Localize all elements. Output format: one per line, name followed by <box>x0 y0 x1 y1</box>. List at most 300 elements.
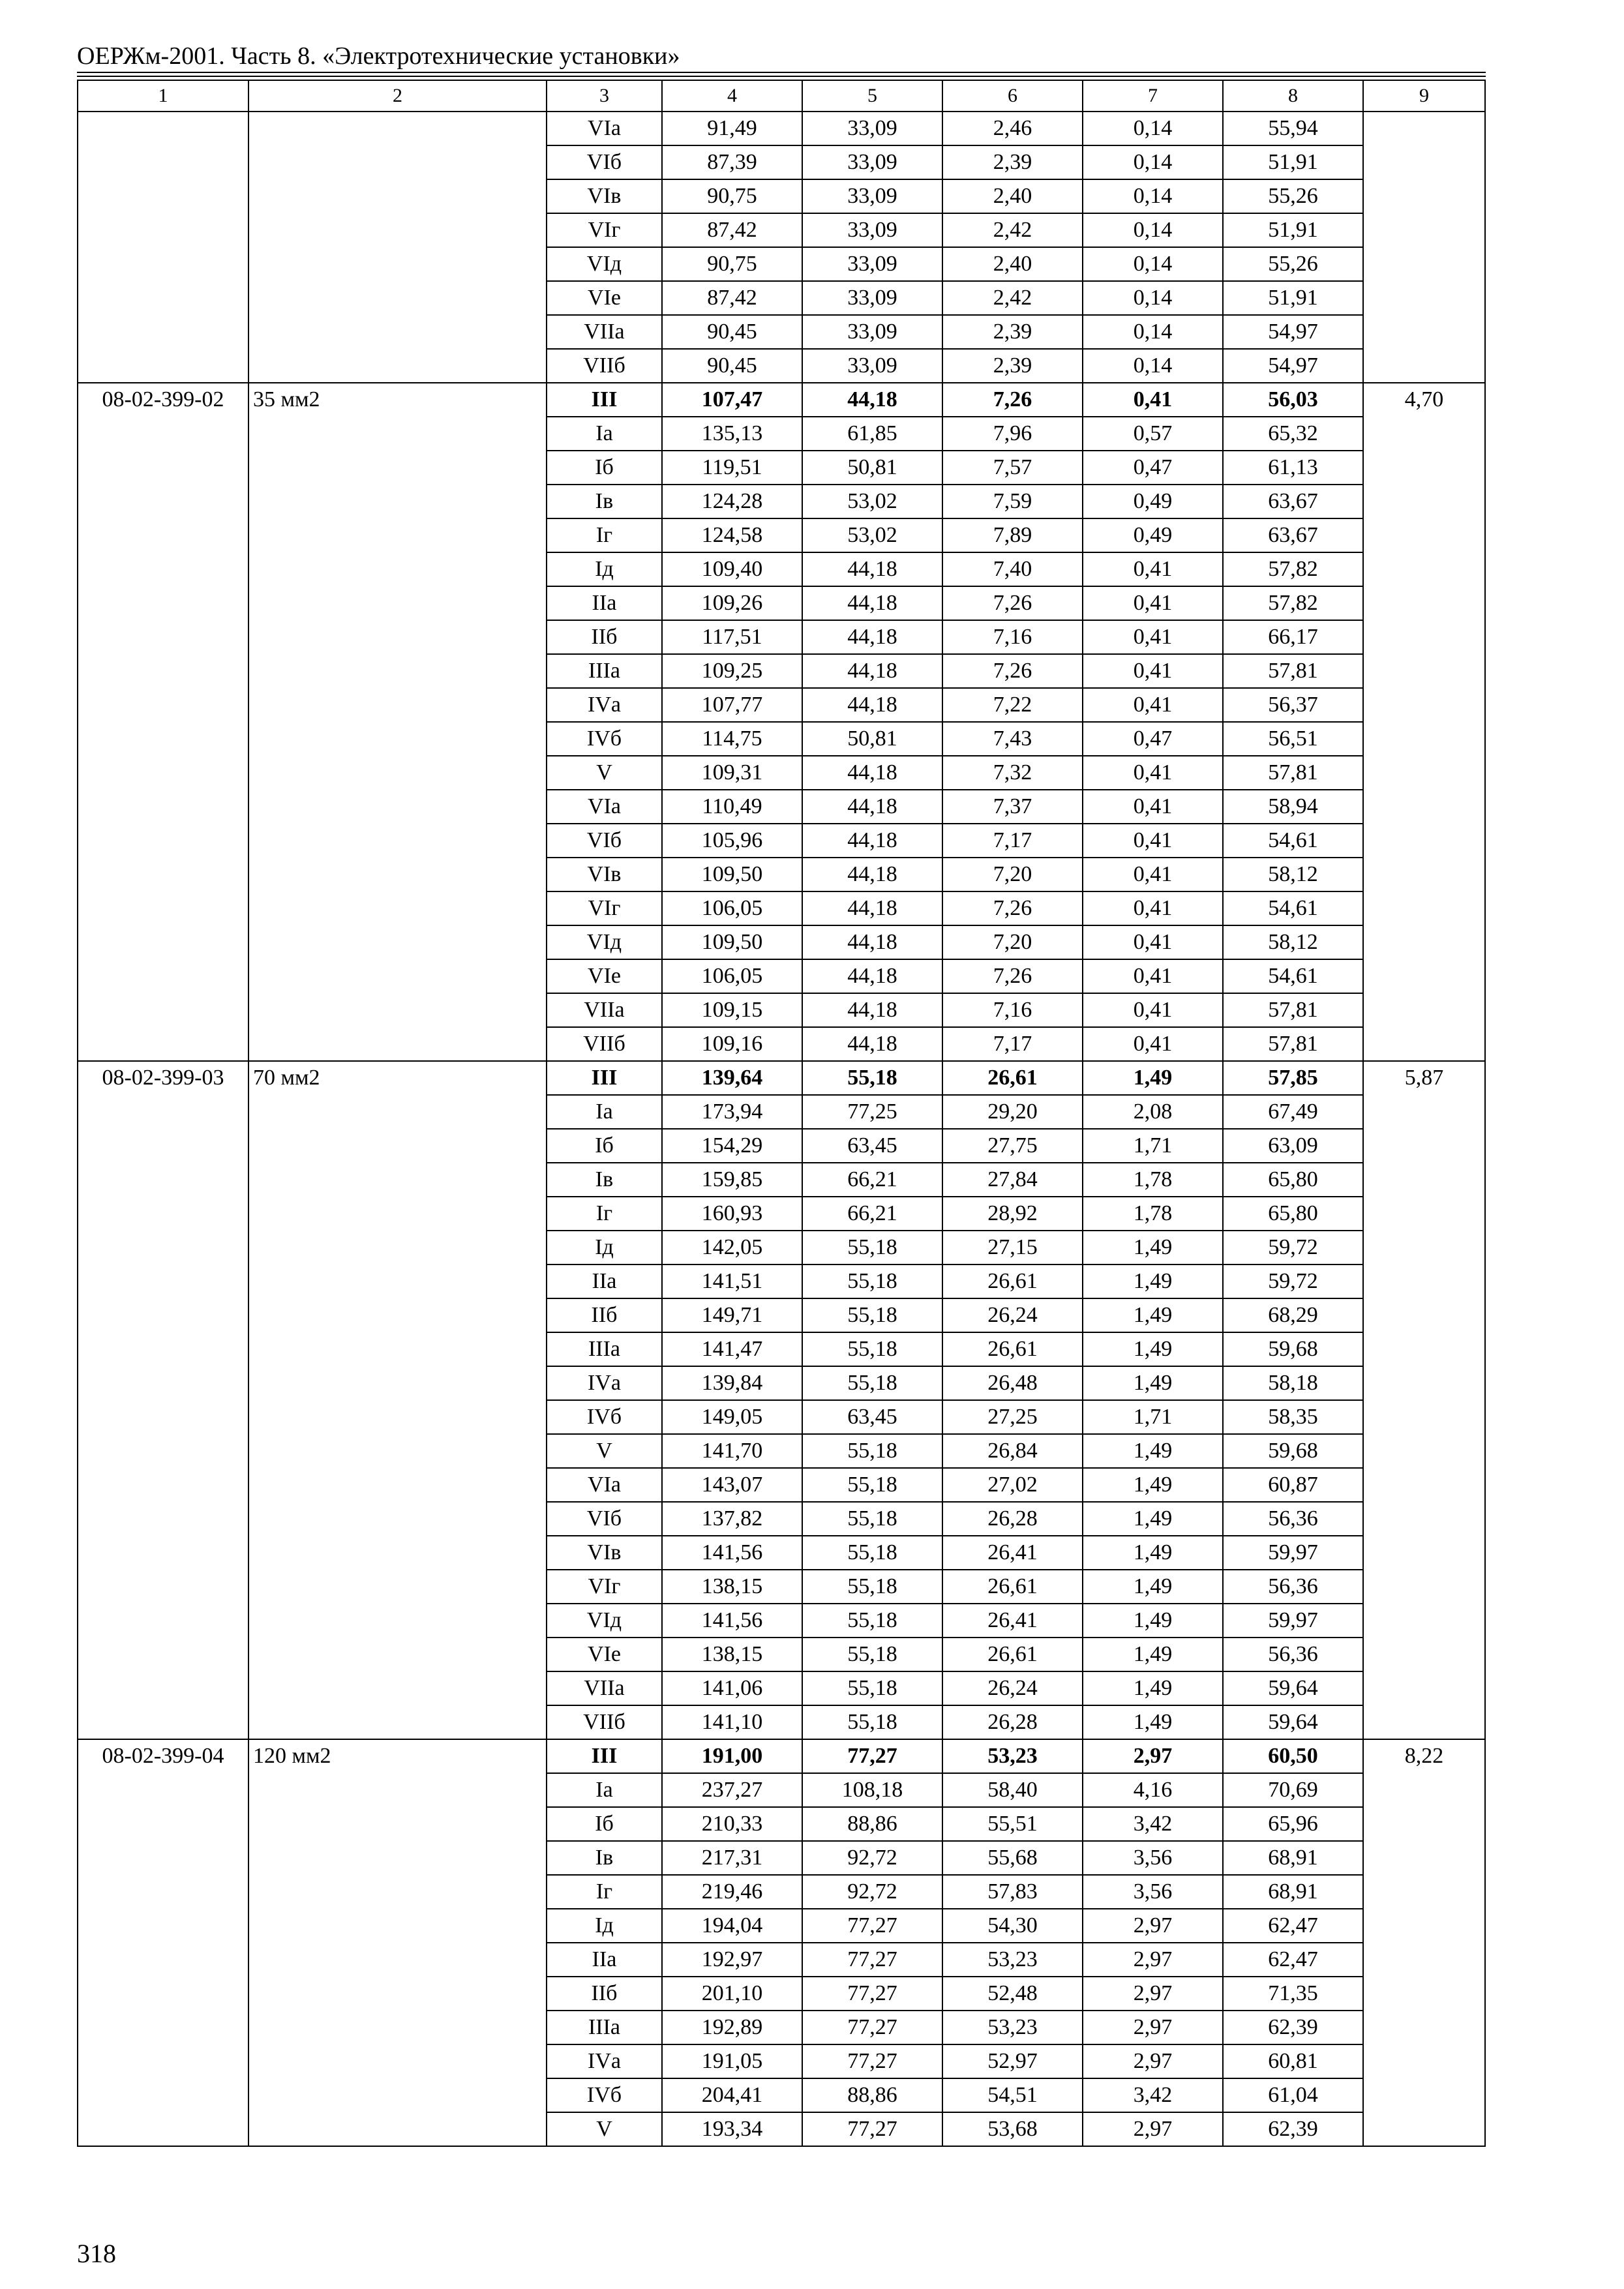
zone-cell: Iд <box>547 1909 662 1943</box>
header-rule-bottom <box>77 76 1486 77</box>
zone-cell: V <box>547 1434 662 1468</box>
value-cell-c4: 107,77 <box>662 688 802 722</box>
value-cell-c6: 2,39 <box>942 145 1083 179</box>
value-cell-c7: 2,97 <box>1083 2112 1223 2146</box>
value-cell-c5: 44,18 <box>802 654 942 688</box>
table-row <box>78 1061 1485 1095</box>
value-cell-c5: 88,86 <box>802 2078 942 2112</box>
value-cell-c8: 63,67 <box>1223 485 1363 518</box>
value-cell-c8: 57,81 <box>1223 756 1363 790</box>
value-cell-c6: 28,92 <box>942 1197 1083 1231</box>
value-cell-c4: 87,42 <box>662 213 802 247</box>
value-cell-c7: 3,56 <box>1083 1875 1223 1909</box>
zone-cell: VIд <box>547 925 662 959</box>
value-cell-c4: 210,33 <box>662 1807 802 1841</box>
value-cell-c6: 53,68 <box>942 2112 1083 2146</box>
value-cell-c4: 191,05 <box>662 2044 802 2078</box>
value-cell-c4: 191,00 <box>662 1739 802 1773</box>
value-cell-c4: 117,51 <box>662 620 802 654</box>
value-cell-c5: 55,18 <box>802 1468 942 1502</box>
value-cell-c7: 0,41 <box>1083 688 1223 722</box>
zone-cell: IIIа <box>547 2011 662 2044</box>
value-cell-c5: 53,02 <box>802 518 942 552</box>
value-cell-c6: 26,61 <box>942 1570 1083 1604</box>
value-cell-c5: 44,18 <box>802 552 942 586</box>
value-cell-c8: 56,51 <box>1223 722 1363 756</box>
zone-cell: IVа <box>547 688 662 722</box>
table-row <box>78 1739 1485 1773</box>
value-cell-c7: 3,42 <box>1083 2078 1223 2112</box>
value-cell-c7: 0,14 <box>1083 247 1223 281</box>
value-cell-c4: 201,10 <box>662 1977 802 2011</box>
value-cell-c6: 7,26 <box>942 383 1083 417</box>
zone-cell: VIIб <box>547 1027 662 1061</box>
value-cell-c4: 141,70 <box>662 1434 802 1468</box>
value-cell-c5: 77,27 <box>802 1739 942 1773</box>
value-cell-c6: 26,61 <box>942 1332 1083 1366</box>
value-cell-c7: 1,78 <box>1083 1163 1223 1197</box>
value-cell-c8: 61,13 <box>1223 451 1363 485</box>
zone-cell: VIе <box>547 1638 662 1671</box>
value-cell-c6: 7,26 <box>942 586 1083 620</box>
value-cell-c7: 1,78 <box>1083 1197 1223 1231</box>
value-cell-c8: 58,18 <box>1223 1366 1363 1400</box>
value-cell-c5: 92,72 <box>802 1875 942 1909</box>
zone-cell: VIа <box>547 112 662 145</box>
value-cell-c4: 138,15 <box>662 1638 802 1671</box>
value-cell-c8: 65,96 <box>1223 1807 1363 1841</box>
value-cell-c8: 55,26 <box>1223 179 1363 213</box>
value-cell-c6: 7,16 <box>942 993 1083 1027</box>
zone-cell: VIг <box>547 213 662 247</box>
value-cell-c5: 33,09 <box>802 315 942 349</box>
zone-cell: III <box>547 1739 662 1773</box>
value-cell-c5: 44,18 <box>802 993 942 1027</box>
value-cell-c5: 88,86 <box>802 1807 942 1841</box>
value-cell-c4: 141,06 <box>662 1671 802 1705</box>
value-cell-c6: 29,20 <box>942 1095 1083 1129</box>
value-cell-c6: 7,32 <box>942 756 1083 790</box>
value-cell-c8: 54,97 <box>1223 349 1363 383</box>
value-cell-c5: 33,09 <box>802 349 942 383</box>
value-cell-c8: 54,61 <box>1223 959 1363 993</box>
value-cell-c8: 65,80 <box>1223 1197 1363 1231</box>
value-cell-c4: 107,47 <box>662 383 802 417</box>
value-cell-c8: 54,97 <box>1223 315 1363 349</box>
extra-value-cell <box>1363 112 1485 383</box>
value-cell-c5: 77,27 <box>802 1977 942 2011</box>
value-cell-c6: 57,83 <box>942 1875 1083 1909</box>
value-cell-c4: 160,93 <box>662 1197 802 1231</box>
zone-cell: Iв <box>547 1163 662 1197</box>
value-cell-c7: 2,97 <box>1083 1739 1223 1773</box>
value-cell-c6: 2,42 <box>942 281 1083 315</box>
value-cell-c4: 237,27 <box>662 1773 802 1807</box>
rates-table-container <box>77 80 1486 2147</box>
value-cell-c8: 63,67 <box>1223 518 1363 552</box>
zone-cell: VIIб <box>547 349 662 383</box>
value-cell-c5: 77,27 <box>802 2112 942 2146</box>
value-cell-c6: 7,40 <box>942 552 1083 586</box>
value-cell-c8: 56,03 <box>1223 383 1363 417</box>
column-number: 9 <box>1363 80 1485 112</box>
value-cell-c7: 0,41 <box>1083 552 1223 586</box>
zone-cell: III <box>547 383 662 417</box>
value-cell-c4: 109,15 <box>662 993 802 1027</box>
value-cell-c7: 0,41 <box>1083 858 1223 891</box>
value-cell-c7: 1,49 <box>1083 1332 1223 1366</box>
value-cell-c7: 0,47 <box>1083 451 1223 485</box>
rate-name-cell: 70 мм2 <box>248 1061 547 1739</box>
zone-cell: VIв <box>547 858 662 891</box>
value-cell-c7: 2,97 <box>1083 2044 1223 2078</box>
value-cell-c6: 7,22 <box>942 688 1083 722</box>
value-cell-c8: 59,72 <box>1223 1264 1363 1298</box>
value-cell-c8: 59,68 <box>1223 1434 1363 1468</box>
value-cell-c6: 27,84 <box>942 1163 1083 1197</box>
value-cell-c8: 57,82 <box>1223 552 1363 586</box>
value-cell-c6: 7,26 <box>942 891 1083 925</box>
value-cell-c7: 0,49 <box>1083 485 1223 518</box>
value-cell-c5: 33,09 <box>802 145 942 179</box>
zone-cell: Iг <box>547 1875 662 1909</box>
value-cell-c5: 33,09 <box>802 281 942 315</box>
zone-cell: VIб <box>547 1502 662 1536</box>
value-cell-c8: 65,32 <box>1223 417 1363 451</box>
zone-cell: IIIа <box>547 1332 662 1366</box>
value-cell-c7: 1,71 <box>1083 1129 1223 1163</box>
value-cell-c7: 0,41 <box>1083 1027 1223 1061</box>
zone-cell: VIа <box>547 790 662 824</box>
value-cell-c5: 55,18 <box>802 1638 942 1671</box>
value-cell-c4: 149,71 <box>662 1298 802 1332</box>
value-cell-c8: 57,82 <box>1223 586 1363 620</box>
zone-cell: Iд <box>547 552 662 586</box>
zone-cell: Iб <box>547 451 662 485</box>
value-cell-c7: 3,56 <box>1083 1841 1223 1875</box>
value-cell-c7: 0,14 <box>1083 145 1223 179</box>
value-cell-c8: 60,87 <box>1223 1468 1363 1502</box>
value-cell-c4: 109,31 <box>662 756 802 790</box>
zone-cell: VIд <box>547 247 662 281</box>
value-cell-c7: 0,41 <box>1083 620 1223 654</box>
value-cell-c6: 2,46 <box>942 112 1083 145</box>
column-number: 3 <box>547 80 662 112</box>
column-number-row <box>78 80 1485 112</box>
value-cell-c7: 2,08 <box>1083 1095 1223 1129</box>
value-cell-c5: 55,18 <box>802 1061 942 1095</box>
value-cell-c6: 7,16 <box>942 620 1083 654</box>
value-cell-c5: 55,18 <box>802 1705 942 1739</box>
value-cell-c4: 87,39 <box>662 145 802 179</box>
value-cell-c5: 44,18 <box>802 620 942 654</box>
value-cell-c5: 61,85 <box>802 417 942 451</box>
value-cell-c4: 109,50 <box>662 925 802 959</box>
value-cell-c4: 141,51 <box>662 1264 802 1298</box>
value-cell-c7: 0,14 <box>1083 112 1223 145</box>
zone-cell: IVб <box>547 722 662 756</box>
value-cell-c4: 217,31 <box>662 1841 802 1875</box>
value-cell-c7: 0,41 <box>1083 925 1223 959</box>
column-number: 2 <box>248 80 547 112</box>
value-cell-c6: 2,40 <box>942 247 1083 281</box>
value-cell-c7: 0,41 <box>1083 756 1223 790</box>
value-cell-c4: 106,05 <box>662 959 802 993</box>
value-cell-c6: 7,20 <box>942 858 1083 891</box>
value-cell-c6: 7,17 <box>942 824 1083 858</box>
column-number: 5 <box>802 80 942 112</box>
zone-cell: VIв <box>547 179 662 213</box>
value-cell-c4: 139,84 <box>662 1366 802 1400</box>
value-cell-c8: 60,81 <box>1223 2044 1363 2078</box>
rate-name-cell: 120 мм2 <box>248 1739 547 2146</box>
zone-cell: IIа <box>547 1264 662 1298</box>
value-cell-c8: 57,81 <box>1223 993 1363 1027</box>
value-cell-c7: 1,49 <box>1083 1570 1223 1604</box>
value-cell-c7: 1,49 <box>1083 1502 1223 1536</box>
value-cell-c4: 141,10 <box>662 1705 802 1739</box>
value-cell-c4: 141,56 <box>662 1536 802 1570</box>
value-cell-c7: 2,97 <box>1083 2011 1223 2044</box>
value-cell-c8: 55,26 <box>1223 247 1363 281</box>
value-cell-c6: 2,39 <box>942 315 1083 349</box>
value-cell-c5: 44,18 <box>802 1027 942 1061</box>
zone-cell: Iа <box>547 1773 662 1807</box>
value-cell-c8: 51,91 <box>1223 213 1363 247</box>
value-cell-c7: 2,97 <box>1083 1977 1223 2011</box>
value-cell-c6: 26,28 <box>942 1705 1083 1739</box>
value-cell-c4: 109,50 <box>662 858 802 891</box>
value-cell-c5: 50,81 <box>802 451 942 485</box>
value-cell-c8: 59,97 <box>1223 1604 1363 1638</box>
header-rule-top <box>77 72 1486 73</box>
rate-code-cell: 08-02-399-03 <box>78 1061 248 1739</box>
value-cell-c7: 1,49 <box>1083 1061 1223 1095</box>
value-cell-c5: 44,18 <box>802 383 942 417</box>
value-cell-c8: 57,81 <box>1223 1027 1363 1061</box>
value-cell-c4: 90,45 <box>662 349 802 383</box>
rate-code-cell <box>78 112 248 383</box>
value-cell-c7: 0,41 <box>1083 993 1223 1027</box>
value-cell-c4: 192,97 <box>662 1943 802 1977</box>
value-cell-c7: 0,41 <box>1083 959 1223 993</box>
value-cell-c5: 44,18 <box>802 790 942 824</box>
value-cell-c4: 90,45 <box>662 315 802 349</box>
value-cell-c5: 55,18 <box>802 1231 942 1264</box>
value-cell-c5: 108,18 <box>802 1773 942 1807</box>
value-cell-c6: 54,51 <box>942 2078 1083 2112</box>
zone-cell: IVа <box>547 2044 662 2078</box>
value-cell-c4: 139,64 <box>662 1061 802 1095</box>
value-cell-c8: 59,64 <box>1223 1705 1363 1739</box>
value-cell-c5: 50,81 <box>802 722 942 756</box>
value-cell-c5: 53,02 <box>802 485 942 518</box>
value-cell-c4: 192,89 <box>662 2011 802 2044</box>
extra-value-cell: 4,70 <box>1363 383 1485 1061</box>
value-cell-c6: 26,84 <box>942 1434 1083 1468</box>
value-cell-c7: 0,41 <box>1083 383 1223 417</box>
value-cell-c6: 2,40 <box>942 179 1083 213</box>
value-cell-c7: 1,49 <box>1083 1298 1223 1332</box>
value-cell-c8: 59,97 <box>1223 1536 1363 1570</box>
value-cell-c8: 59,64 <box>1223 1671 1363 1705</box>
table-row <box>78 383 1485 417</box>
value-cell-c5: 77,27 <box>802 1909 942 1943</box>
value-cell-c4: 106,05 <box>662 891 802 925</box>
zone-cell: III <box>547 1061 662 1095</box>
zone-cell: VIа <box>547 1468 662 1502</box>
value-cell-c5: 44,18 <box>802 858 942 891</box>
zone-cell: VIб <box>547 145 662 179</box>
value-cell-c6: 27,75 <box>942 1129 1083 1163</box>
table-row <box>78 112 1485 145</box>
value-cell-c8: 62,39 <box>1223 2011 1363 2044</box>
value-cell-c4: 109,40 <box>662 552 802 586</box>
value-cell-c4: 143,07 <box>662 1468 802 1502</box>
value-cell-c6: 26,41 <box>942 1536 1083 1570</box>
value-cell-c4: 149,05 <box>662 1400 802 1434</box>
value-cell-c5: 92,72 <box>802 1841 942 1875</box>
value-cell-c7: 0,41 <box>1083 891 1223 925</box>
value-cell-c6: 26,24 <box>942 1298 1083 1332</box>
value-cell-c6: 2,39 <box>942 349 1083 383</box>
value-cell-c8: 59,72 <box>1223 1231 1363 1264</box>
value-cell-c7: 1,49 <box>1083 1264 1223 1298</box>
zone-cell: VIв <box>547 1536 662 1570</box>
value-cell-c7: 2,97 <box>1083 1909 1223 1943</box>
value-cell-c4: 90,75 <box>662 179 802 213</box>
zone-cell: Iд <box>547 1231 662 1264</box>
value-cell-c8: 65,80 <box>1223 1163 1363 1197</box>
value-cell-c7: 1,49 <box>1083 1604 1223 1638</box>
value-cell-c6: 7,37 <box>942 790 1083 824</box>
zone-cell: VIб <box>547 824 662 858</box>
value-cell-c7: 1,49 <box>1083 1366 1223 1400</box>
value-cell-c7: 1,49 <box>1083 1536 1223 1570</box>
zone-cell: VIд <box>547 1604 662 1638</box>
value-cell-c5: 44,18 <box>802 756 942 790</box>
zone-cell: IVб <box>547 1400 662 1434</box>
value-cell-c5: 55,18 <box>802 1298 942 1332</box>
value-cell-c6: 7,57 <box>942 451 1083 485</box>
value-cell-c5: 55,18 <box>802 1536 942 1570</box>
value-cell-c5: 63,45 <box>802 1400 942 1434</box>
value-cell-c4: 90,75 <box>662 247 802 281</box>
value-cell-c8: 56,36 <box>1223 1570 1363 1604</box>
value-cell-c7: 1,49 <box>1083 1434 1223 1468</box>
value-cell-c7: 0,41 <box>1083 824 1223 858</box>
value-cell-c7: 1,49 <box>1083 1671 1223 1705</box>
document-header: ОЕРЖм-2001. Часть 8. «Электротехнические установки» <box>77 42 680 70</box>
zone-cell: Iа <box>547 1095 662 1129</box>
zone-cell: IIа <box>547 1943 662 1977</box>
value-cell-c7: 0,57 <box>1083 417 1223 451</box>
value-cell-c8: 56,36 <box>1223 1502 1363 1536</box>
value-cell-c4: 219,46 <box>662 1875 802 1909</box>
zone-cell: VIIб <box>547 1705 662 1739</box>
value-cell-c6: 26,61 <box>942 1061 1083 1095</box>
value-cell-c8: 63,09 <box>1223 1129 1363 1163</box>
value-cell-c8: 68,91 <box>1223 1841 1363 1875</box>
column-number: 7 <box>1083 80 1223 112</box>
value-cell-c5: 77,27 <box>802 2011 942 2044</box>
value-cell-c8: 51,91 <box>1223 145 1363 179</box>
value-cell-c4: 110,49 <box>662 790 802 824</box>
column-number: 1 <box>78 80 248 112</box>
rates-table <box>77 80 1486 2147</box>
value-cell-c7: 1,49 <box>1083 1638 1223 1671</box>
value-cell-c5: 44,18 <box>802 688 942 722</box>
extra-value-cell: 5,87 <box>1363 1061 1485 1739</box>
zone-cell: IIб <box>547 1977 662 2011</box>
value-cell-c5: 33,09 <box>802 213 942 247</box>
zone-cell: VIг <box>547 891 662 925</box>
value-cell-c4: 91,49 <box>662 112 802 145</box>
value-cell-c4: 194,04 <box>662 1909 802 1943</box>
value-cell-c7: 0,41 <box>1083 790 1223 824</box>
value-cell-c4: 173,94 <box>662 1095 802 1129</box>
value-cell-c7: 0,14 <box>1083 179 1223 213</box>
value-cell-c4: 159,85 <box>662 1163 802 1197</box>
value-cell-c8: 62,47 <box>1223 1909 1363 1943</box>
zone-cell: IVб <box>547 2078 662 2112</box>
value-cell-c4: 141,47 <box>662 1332 802 1366</box>
value-cell-c4: 109,25 <box>662 654 802 688</box>
value-cell-c8: 68,91 <box>1223 1875 1363 1909</box>
zone-cell: Iг <box>547 518 662 552</box>
value-cell-c5: 55,18 <box>802 1570 942 1604</box>
value-cell-c7: 0,41 <box>1083 586 1223 620</box>
value-cell-c5: 33,09 <box>802 112 942 145</box>
value-cell-c7: 4,16 <box>1083 1773 1223 1807</box>
value-cell-c6: 52,97 <box>942 2044 1083 2078</box>
value-cell-c8: 61,04 <box>1223 2078 1363 2112</box>
rate-code-cell: 08-02-399-02 <box>78 383 248 1061</box>
value-cell-c5: 44,18 <box>802 824 942 858</box>
value-cell-c7: 0,41 <box>1083 654 1223 688</box>
value-cell-c4: 138,15 <box>662 1570 802 1604</box>
value-cell-c4: 141,56 <box>662 1604 802 1638</box>
value-cell-c6: 7,17 <box>942 1027 1083 1061</box>
value-cell-c5: 66,21 <box>802 1163 942 1197</box>
column-number: 4 <box>662 80 802 112</box>
value-cell-c5: 55,18 <box>802 1502 942 1536</box>
value-cell-c7: 1,49 <box>1083 1231 1223 1264</box>
value-cell-c8: 68,29 <box>1223 1298 1363 1332</box>
value-cell-c4: 87,42 <box>662 281 802 315</box>
value-cell-c8: 58,12 <box>1223 858 1363 891</box>
value-cell-c8: 58,94 <box>1223 790 1363 824</box>
value-cell-c4: 204,41 <box>662 2078 802 2112</box>
value-cell-c8: 57,81 <box>1223 654 1363 688</box>
zone-cell: IIа <box>547 586 662 620</box>
value-cell-c4: 193,34 <box>662 2112 802 2146</box>
value-cell-c5: 44,18 <box>802 891 942 925</box>
value-cell-c8: 55,94 <box>1223 112 1363 145</box>
value-cell-c5: 55,18 <box>802 1671 942 1705</box>
value-cell-c7: 1,71 <box>1083 1400 1223 1434</box>
value-cell-c5: 44,18 <box>802 586 942 620</box>
extra-value-cell: 8,22 <box>1363 1739 1485 2146</box>
value-cell-c7: 0,14 <box>1083 315 1223 349</box>
zone-cell: IVа <box>547 1366 662 1400</box>
zone-cell: IIIа <box>547 654 662 688</box>
value-cell-c8: 66,17 <box>1223 620 1363 654</box>
value-cell-c5: 55,18 <box>802 1604 942 1638</box>
zone-cell: VIIа <box>547 993 662 1027</box>
value-cell-c5: 55,18 <box>802 1366 942 1400</box>
value-cell-c5: 55,18 <box>802 1332 942 1366</box>
